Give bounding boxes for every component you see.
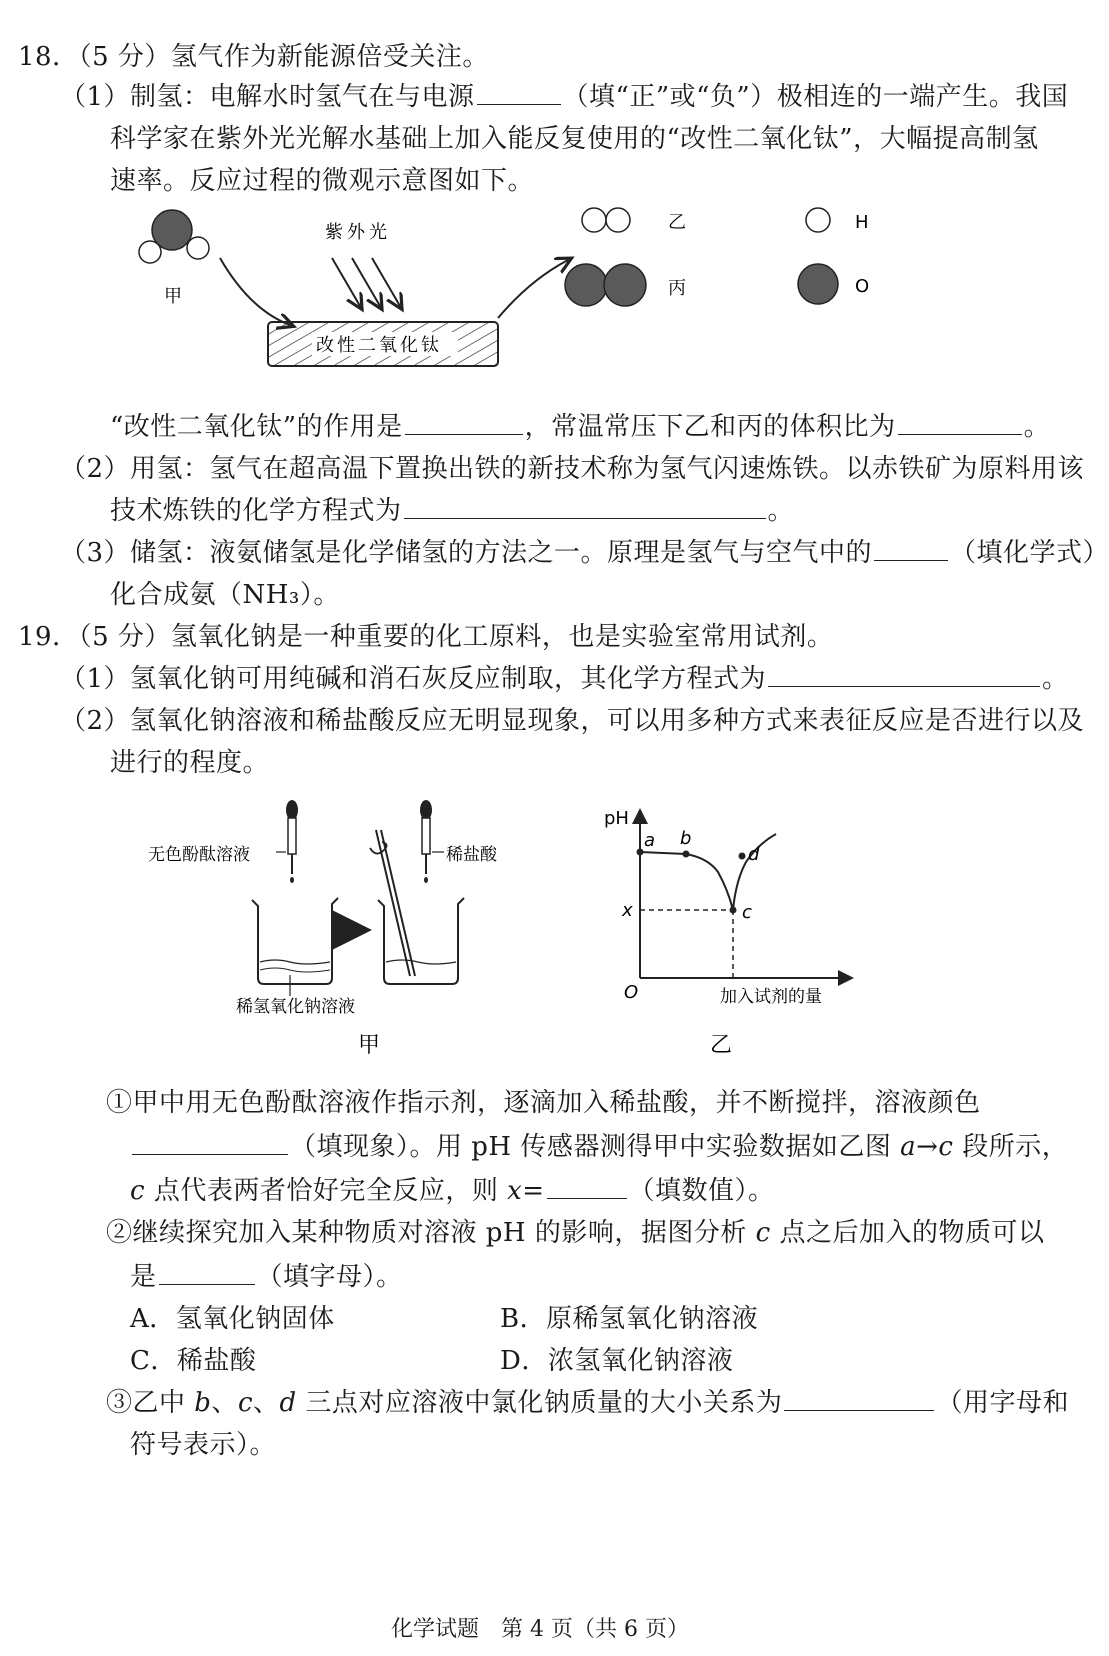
label-a: a [644, 830, 656, 851]
answer-blank-letter[interactable] [159, 1262, 255, 1285]
answer-blank-iron-equation[interactable] [404, 496, 766, 519]
x-value-mark: x [622, 900, 633, 921]
page-footer: 化学试题 第 4 页（共 6 页） [391, 1617, 689, 1642]
legend-o-icon [798, 264, 838, 304]
q19-title: 19．（5 分）氢氧化钠是一种重要的化工原料，也是实验室常用试剂。 [18, 622, 834, 652]
label-d: d [748, 844, 760, 865]
photolysis-diagram [120, 200, 940, 390]
label-c: c [742, 902, 752, 923]
bing-o-atom-1 [565, 264, 607, 306]
q19-s3-line2: 符号表示）。 [130, 1430, 277, 1460]
label-dilute-naoh: 稀氢氧化钠溶液 [236, 997, 355, 1017]
answer-blank-formula[interactable] [874, 538, 948, 561]
yi-h-atom-1 [582, 208, 606, 232]
q19-s1-line1: ①甲中用无色酚酞溶液作指示剂，逐滴加入稀盐酸，并不断搅拌，溶液颜色 [106, 1088, 981, 1118]
water-h-atom-right [187, 237, 209, 259]
q19-p1-line: （1）氢氧化钠可用纯碱和消石灰反应制取，其化学方程式为 。 [60, 664, 1069, 694]
q18-p1-line4: “改性二氧化钛”的作用是 ，常温常压下乙和丙的体积比为 。 [110, 412, 1051, 442]
q18-title: 18．（5 分）氢气作为新能源倍受关注。 [18, 42, 489, 72]
answer-blank-naoh-equation[interactable] [768, 664, 1040, 687]
answer-blank-catalyst-role[interactable] [405, 412, 523, 435]
label-jia: 甲 [164, 286, 182, 307]
label-bing: 丙 [668, 278, 686, 299]
x-axis-label: 加入试剂的量 [720, 987, 822, 1007]
q19-s1-line3: c 点代表两者恰好完全反应，则 x= （填数值）。 [130, 1176, 775, 1206]
uv-label: 紫外光 [325, 222, 391, 243]
option-b: B．原稀氢氧化钠溶液 [500, 1304, 759, 1334]
point-a [637, 849, 644, 856]
yi-h-atom-2 [606, 208, 630, 232]
q18-p1-line3: 速率。反应过程的微观示意图如下。 [110, 166, 535, 196]
option-c: C．稀盐酸 [130, 1346, 257, 1376]
q19-s1-line2: （填现象）。用 pH 传感器测得甲中实验数据如乙图 a→c 段所示， [130, 1130, 1068, 1164]
caption-jia: 甲 [358, 1033, 381, 1058]
label-yi: 乙 [668, 212, 686, 233]
dropper-left-icon [286, 800, 298, 883]
q18-p3-line1: （3）储氢：液氨储氢是化学储氢的方法之一。原理是氢气与空气中的 （填化学式） [60, 538, 1109, 568]
answer-blank-x-value[interactable] [547, 1176, 627, 1199]
answer-blank-nacl-relation[interactable] [784, 1388, 934, 1411]
ph-curve-figure [600, 800, 900, 1070]
legend-o-label: O [855, 276, 870, 297]
beaker-right [378, 898, 464, 984]
dropper-right-icon [420, 800, 432, 883]
answer-blank-electrode[interactable] [477, 82, 561, 105]
point-d [739, 853, 746, 860]
q19-p2-line2: 进行的程度。 [110, 748, 270, 778]
q18-p2-line2: 技术炼铁的化学方程式为 。 [110, 496, 795, 526]
q18-p1-line1: （1）制氢：电解水时氢气在与电源 （填“正”或“负”）极相连的一端产生。我国 [60, 82, 1069, 112]
label-phenolphthalein: 无色酚酞溶液 [148, 845, 250, 865]
point-c [730, 907, 737, 914]
label-dilute-hcl: 稀盐酸 [446, 845, 497, 865]
q18-p3-line2: 化合成氨（NH₃）。 [110, 580, 340, 610]
answer-blank-volume-ratio[interactable] [898, 412, 1022, 435]
caption-yi: 乙 [710, 1033, 733, 1058]
q19-p2-line1: （2）氢氧化钠溶液和稀盐酸反应无明显现象，可以用多种方式来表征反应是否进行以及 [60, 706, 1085, 736]
label-b: b [680, 828, 692, 849]
q18-p1-line2: 科学家在紫外光光解水基础上加入能反复使用的“改性二氧化钛”，大幅提高制氢 [110, 124, 1039, 154]
answer-blank-color-change[interactable] [132, 1132, 288, 1155]
option-d: D．浓氢氧化钠溶液 [500, 1346, 734, 1376]
titration-apparatus-figure [140, 800, 540, 1060]
arrow-out [498, 260, 568, 318]
y-axis-label: pH [604, 808, 629, 829]
water-h-atom-left [139, 241, 161, 263]
legend-h-label: H [855, 212, 869, 233]
catalyst-label: 改性二氧化钛 [316, 335, 442, 356]
arrow-in [220, 258, 290, 325]
q19-s2-line1: ②继续探究加入某种物质对溶液 pH 的影响，据图分析 c 点之后加入的物质可以 [106, 1218, 1045, 1248]
bing-o-atom-2 [604, 264, 646, 306]
q19-s2-line2: 是 （填字母）。 [130, 1262, 403, 1292]
q18-p2-line1: （2）用氢：氢气在超高温下置换出铁的新技术称为氢气闪速炼铁。以赤铁矿为原料用该 [60, 454, 1085, 484]
origin-label: O [624, 982, 639, 1003]
option-a: A．氢氧化钠固体 [130, 1304, 335, 1334]
q19-s3-line1: ③乙中 b、c、d 三点对应溶液中氯化钠质量的大小关系为 （用字母和 [106, 1388, 1069, 1418]
point-b [683, 851, 690, 858]
legend-h-icon [806, 208, 830, 232]
